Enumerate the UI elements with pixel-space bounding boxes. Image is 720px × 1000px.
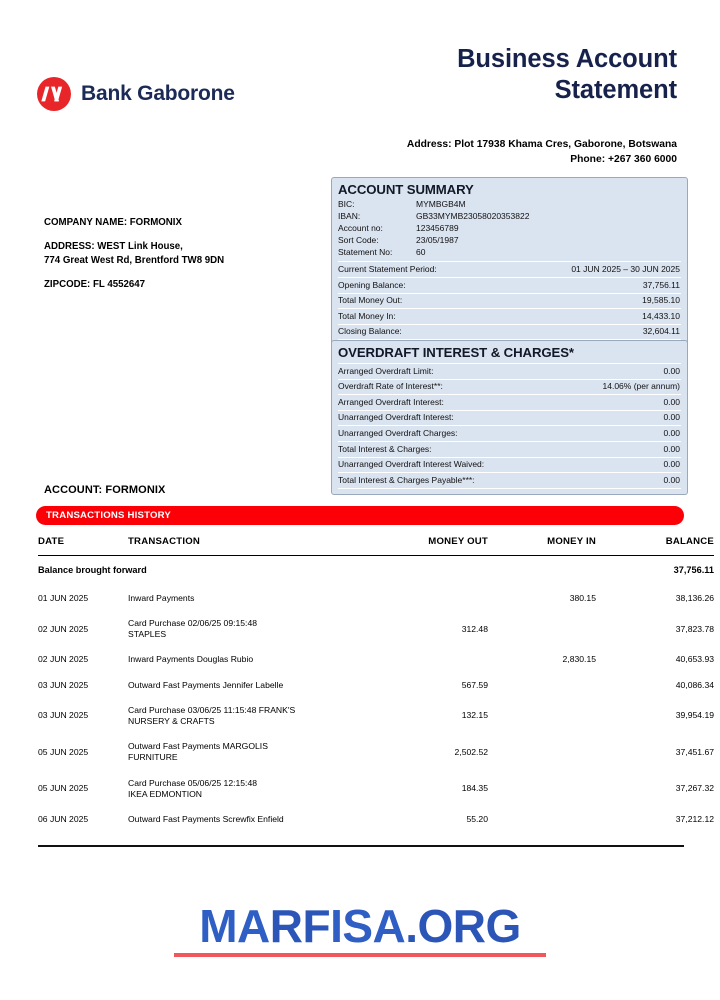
summary-field-value: 23/05/1987 <box>416 235 459 246</box>
transactions-history-banner-label: TRANSACTIONS HISTORY <box>46 510 171 521</box>
summary-balance-row <box>338 308 681 324</box>
watermark-part-4: .ORG <box>405 900 521 952</box>
summary-balance-row <box>338 261 681 277</box>
overdraft-label: Total Interest & Charges: <box>338 443 432 454</box>
watermark-part-3: ISA <box>330 900 406 952</box>
transaction-description: Card Purchase 02/06/25 09:15:48 STAPLES <box>128 618 257 640</box>
overdraft-row <box>338 441 681 457</box>
transaction-money-in <box>502 807 606 832</box>
transaction-date: 02 JUN 2025 <box>38 623 89 634</box>
transaction-date: 06 JUN 2025 <box>38 813 89 824</box>
customer-address-line2: 774 Great West Rd, Brentford TW8 9DN <box>44 254 225 266</box>
table-row <box>38 734 714 770</box>
balance-brought-forward-row <box>38 556 714 586</box>
bank-gaborone-circle-logo <box>36 76 72 112</box>
brought-forward-money-out <box>384 556 502 586</box>
transaction-money-out: 55.20 <box>466 813 488 824</box>
overdraft-title: OVERDRAFT INTEREST & CHARGES* <box>338 345 574 360</box>
summary-balance-value: 37,756.11 <box>642 279 680 290</box>
transaction-description: Inward Payments <box>128 592 195 603</box>
summary-field <box>338 198 681 210</box>
summary-field-label: Account no: <box>338 223 383 234</box>
transaction-description: Outward Fast Payments MARGOLIS FURNITURE <box>128 741 268 763</box>
overdraft-list <box>338 363 681 489</box>
customer-company: COMPANY NAME: FORMONIX <box>44 217 182 228</box>
summary-field <box>338 246 681 258</box>
transaction-balance: 37,451.67 <box>675 746 714 757</box>
column-header-money-in: MONEY IN <box>502 532 606 556</box>
table-row <box>38 698 714 734</box>
summary-field <box>338 210 681 222</box>
overdraft-row <box>338 394 681 410</box>
brought-forward-money-in <box>502 556 606 586</box>
table-row <box>38 586 714 611</box>
transaction-money-in <box>502 611 606 647</box>
table-row <box>38 771 714 807</box>
overdraft-value: 14.06% (per annum) <box>602 381 680 392</box>
summary-balance-value: 19,585.10 <box>642 295 680 306</box>
transaction-money-in: 2,830.15 <box>562 654 596 665</box>
transactions-table-head <box>38 532 714 556</box>
transaction-date: 05 JUN 2025 <box>38 746 89 757</box>
page-title <box>257 44 677 107</box>
watermark-underline <box>174 953 546 957</box>
site-watermark <box>0 900 720 957</box>
column-header-date: DATE <box>38 532 122 556</box>
transaction-balance: 40,086.34 <box>675 679 714 690</box>
summary-balance-value: 32,604.11 <box>642 326 680 337</box>
summary-field-label: IBAN: <box>338 211 361 222</box>
transaction-balance: 39,954.19 <box>675 710 714 721</box>
transactions-history-banner <box>36 506 684 525</box>
watermark-part-2: RF <box>269 900 331 952</box>
bank-name: Bank Gaborone <box>81 82 235 105</box>
statement-header <box>0 0 720 175</box>
table-row <box>38 611 714 647</box>
transaction-balance: 37,267.32 <box>675 783 714 794</box>
transaction-description: Outward Fast Payments Jennifer Labelle <box>128 679 284 690</box>
transaction-money-out <box>384 586 502 611</box>
table-row <box>38 673 714 698</box>
overdraft-label: Unarranged Overdraft Charges: <box>338 428 458 439</box>
bank-contact-block <box>247 138 677 167</box>
transaction-money-in <box>502 734 606 770</box>
transactions-table-bottom-rule <box>38 845 684 847</box>
overdraft-value: 0.00 <box>663 396 680 407</box>
summary-balance-value: 14,433.10 <box>642 310 680 321</box>
summary-balance-row <box>338 277 681 293</box>
watermark-text <box>174 900 546 957</box>
customer-zipcode: ZIPCODE: FL 4552647 <box>44 279 146 291</box>
transaction-balance: 37,212.12 <box>675 813 714 824</box>
summary-field-label: Statement No: <box>338 247 393 258</box>
transaction-money-in <box>502 698 606 734</box>
customer-company-group <box>44 216 314 229</box>
summary-balance-label: Closing Balance: <box>338 326 402 337</box>
transactions-table <box>38 532 714 832</box>
overdraft-row <box>338 410 681 426</box>
summary-field-label: Sort Code: <box>338 235 379 246</box>
account-summary-ruled-list <box>338 261 681 340</box>
summary-balance-label: Current Statement Period: <box>338 264 437 275</box>
transaction-description: Inward Payments Douglas Rubio <box>128 654 254 665</box>
transaction-balance: 37,823.78 <box>675 623 714 634</box>
overdraft-label: Overdraft Rate of Interest**: <box>338 381 443 392</box>
overdraft-value: 0.00 <box>663 443 680 454</box>
overdraft-row <box>338 363 681 379</box>
transaction-date: 01 JUN 2025 <box>38 592 89 603</box>
transaction-description: Card Purchase 03/06/25 11:15:48 FRANK'S NURSERY & CRAFTS <box>128 704 296 726</box>
table-row <box>38 807 714 832</box>
overdraft-row <box>338 457 681 473</box>
summary-field-label: BIC: <box>338 199 355 210</box>
summary-balance-label: Total Money Out: <box>338 295 403 306</box>
transaction-date: 02 JUN 2025 <box>38 654 89 665</box>
transaction-money-in <box>502 673 606 698</box>
page-title-line2: Statement <box>554 76 677 105</box>
column-header-balance: BALANCE <box>606 532 714 556</box>
overdraft-value: 0.00 <box>663 428 680 439</box>
transaction-date: 05 JUN 2025 <box>38 783 89 794</box>
column-header-transaction: TRANSACTION <box>122 532 384 556</box>
overdraft-value: 0.00 <box>663 459 680 470</box>
summary-balance-row <box>338 293 681 309</box>
summary-balance-label: Opening Balance: <box>338 279 406 290</box>
transaction-description: Card Purchase 05/06/25 12:15:48 IKEA EDMONTION <box>128 777 257 799</box>
transaction-money-out: 184.35 <box>461 783 488 794</box>
account-summary-panel <box>331 177 688 346</box>
transaction-money-out: 132.15 <box>461 710 488 721</box>
transaction-balance: 40,653.93 <box>675 654 714 665</box>
transactions-table-body <box>38 556 714 833</box>
account-summary-title: ACCOUNT SUMMARY <box>338 182 474 197</box>
table-row <box>38 647 714 672</box>
summary-field-value: 60 <box>416 247 426 258</box>
overdraft-label: Unarranged Overdraft Interest Waived: <box>338 459 485 470</box>
overdraft-label: Arranged Overdraft Interest: <box>338 396 444 407</box>
overdraft-panel <box>331 340 688 495</box>
overdraft-label: Total Interest & Charges Payable***: <box>338 474 475 485</box>
summary-field <box>338 234 681 246</box>
overdraft-value: 0.00 <box>663 365 680 376</box>
transaction-date: 03 JUN 2025 <box>38 710 89 721</box>
transaction-money-out: 567.59 <box>461 679 488 690</box>
customer-address-group <box>44 240 314 267</box>
bank-address: Address: Plot 17938 Khama Cres, Gaborone, Botswana <box>406 139 677 150</box>
column-header-money-out: MONEY OUT <box>384 532 502 556</box>
overdraft-label: Arranged Overdraft Limit: <box>338 365 434 376</box>
summary-balance-row <box>338 324 681 341</box>
account-summary-plain-list <box>338 198 681 258</box>
summary-field <box>338 222 681 234</box>
overdraft-value: 0.00 <box>663 412 680 423</box>
bank-logo <box>36 76 235 112</box>
transaction-money-out <box>384 647 502 672</box>
transaction-balance: 38,136.26 <box>675 592 714 603</box>
overdraft-label: Unarranged Overdraft Interest: <box>338 412 454 423</box>
summary-balance-value: 01 JUN 2025 – 30 JUN 2025 <box>571 264 680 275</box>
transactions-header-row <box>38 532 714 556</box>
watermark-part-1: MA <box>199 900 270 952</box>
overdraft-row <box>338 472 681 489</box>
brought-forward-balance: 37,756.11 <box>673 565 714 575</box>
account-holder-label: ACCOUNT: FORMONIX <box>44 484 166 496</box>
summary-field-value: GB33MYMB23058020353822 <box>416 211 530 222</box>
customer-details <box>44 216 314 292</box>
overdraft-row <box>338 379 681 395</box>
brought-forward-label: Balance brought forward <box>38 565 147 575</box>
transaction-money-out: 2,502.52 <box>454 746 488 757</box>
summary-balance-label: Total Money In: <box>338 310 396 321</box>
summary-field-value: 123456789 <box>416 223 459 234</box>
overdraft-row <box>338 425 681 441</box>
overdraft-value: 0.00 <box>663 474 680 485</box>
transaction-date: 03 JUN 2025 <box>38 679 89 690</box>
summary-field-value: MYMBGB4M <box>416 199 466 210</box>
transaction-money-in <box>502 771 606 807</box>
customer-address-line1: ADDRESS: WEST Link House, <box>44 241 183 253</box>
transaction-money-out: 312.48 <box>461 623 488 634</box>
page-title-line1: Business Account <box>457 45 677 73</box>
transaction-money-in: 380.15 <box>569 592 596 603</box>
customer-zipcode-group <box>44 278 314 291</box>
transaction-description: Outward Fast Payments Screwfix Enfield <box>128 813 284 824</box>
bank-phone: Phone: +267 360 6000 <box>570 153 677 165</box>
